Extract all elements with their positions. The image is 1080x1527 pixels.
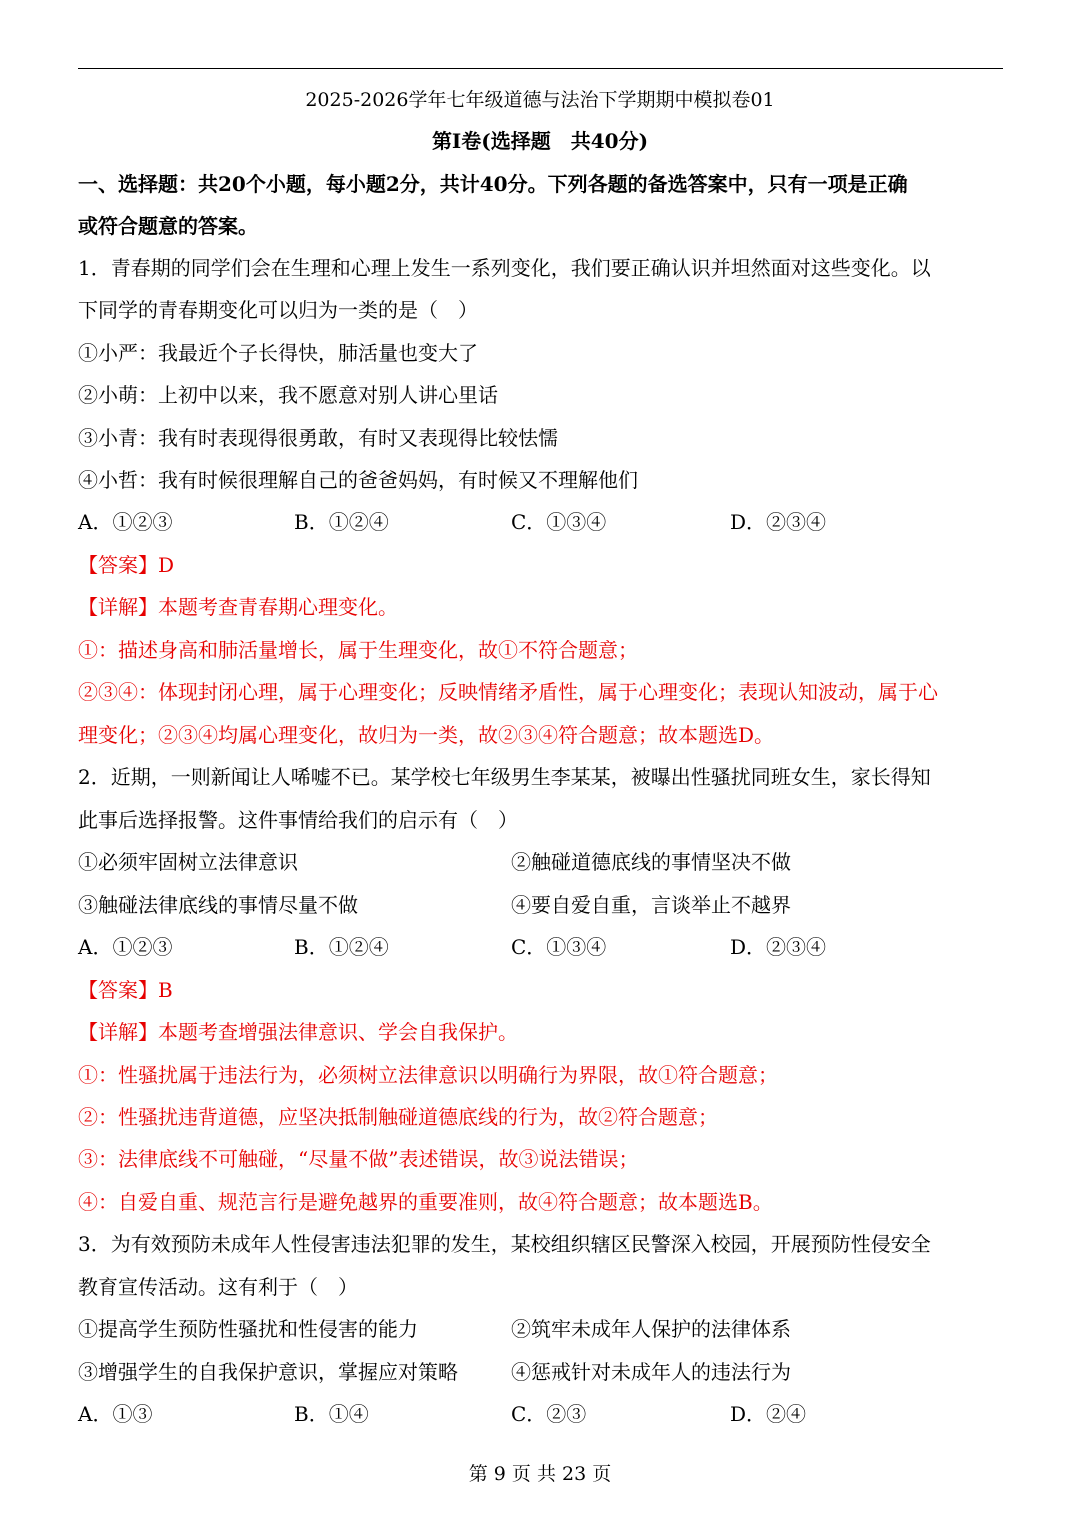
q3-item-4: ④惩戒针对未成年人的违法行为 <box>511 1360 791 1384</box>
q2-option-c: C．①③④ <box>511 935 607 959</box>
q2-analysis-3: ②：性骚扰违背道德，应坚决抵制触碰道德底线的行为，故②符合题意； <box>78 1105 718 1129</box>
q3-item-1: ①提高学生预防性骚扰和性侵害的能力 <box>78 1317 418 1341</box>
q1-stem-line-2: 下同学的青春期变化可以归为一类的是（ ） <box>78 298 478 322</box>
q1-option-c: C．①③④ <box>511 510 607 534</box>
q3-stem-line-1: 3．为有效预防未成年人性侵害违法犯罪的发生，某校组织辖区民警深入校园，开展预防性侵安全 <box>78 1232 931 1256</box>
q2-item-4: ④要自爱自重，言谈举止不越界 <box>511 893 791 917</box>
q1-analysis-1: 【详解】本题考查青春期心理变化。 <box>78 595 398 619</box>
q1-item-3: ③小青：我有时表现得很勇敢，有时又表现得比较怯懦 <box>78 426 558 450</box>
q3-item-2: ②筑牢未成年人保护的法律体系 <box>511 1317 791 1341</box>
q2-item-1: ①必须牢固树立法律意识 <box>78 850 298 874</box>
q2-stem-line-2: 此事后选择报警。这件事情给我们的启示有（ ） <box>78 808 518 832</box>
instructions-line-2: 或符合题意的答案。 <box>78 214 258 238</box>
q2-item-3: ③触碰法律底线的事情尽量不做 <box>78 893 358 917</box>
q1-option-a: A．①②③ <box>78 510 173 534</box>
q2-option-b: B．①②④ <box>294 935 389 959</box>
q2-analysis-5: ④：自爱自重、规范言行是避免越界的重要准则，故④符合题意；故本题选B。 <box>78 1190 773 1214</box>
page-footer: 第 9 页 共 23 页 <box>468 1463 612 1485</box>
exam-title: 2025-2026学年七年级道德与法治下学期期中模拟卷01 <box>305 89 775 111</box>
q1-item-2: ②小萌：上初中以来，我不愿意对别人讲心里话 <box>78 383 498 407</box>
header-rule <box>78 68 1003 69</box>
q3-stem-line-2: 教育宣传活动。这有利于（ ） <box>78 1275 358 1299</box>
section-title: 第Ⅰ卷(选择题 共40分) <box>431 129 649 153</box>
q2-stem-line-1: 2．近期，一则新闻让人唏嘘不已。某学校七年级男生李某某，被曝出性骚扰同班女生，家长得知 <box>78 765 931 789</box>
q3-item-3: ③增强学生的自我保护意识，掌握应对策略 <box>78 1360 458 1384</box>
q1-analysis-4: 理变化；②③④均属心理变化，故归为一类，故②③④符合题意；故本题选D。 <box>78 723 775 747</box>
q2-option-a: A．①②③ <box>78 935 173 959</box>
q1-stem-line-1: 1．青春期的同学们会在生理和心理上发生一系列变化，我们要正确认识并坦然面对这些变化。以 <box>78 256 931 280</box>
q3-option-b: B．①④ <box>294 1402 369 1426</box>
q2-analysis-4: ③：法律底线不可触碰，“尽量不做”表述错误，故③说法错误； <box>78 1147 639 1171</box>
q1-option-b: B．①②④ <box>294 510 389 534</box>
q1-analysis-3: ②③④：体现封闭心理，属于心理变化；反映情绪矛盾性，属于心理变化；表现认知波动，属于心 <box>78 680 938 704</box>
q1-item-4: ④小哲：我有时候很理解自己的爸爸妈妈，有时候又不理解他们 <box>78 468 638 492</box>
q2-analysis-1: 【详解】本题考查增强法律意识、学会自我保护。 <box>78 1020 518 1044</box>
q1-analysis-2: ①：描述身高和肺活量增长，属于生理变化，故①不符合题意； <box>78 638 638 662</box>
instructions-line-1: 一、选择题：共20个小题，每小题2分，共计40分。下列各题的备选答案中，只有一项是正确 <box>78 172 908 196</box>
q2-option-d: D．②③④ <box>730 935 827 959</box>
q2-analysis-2: ①：性骚扰属于违法行为，必须树立法律意识以明确行为界限，故①符合题意； <box>78 1063 778 1087</box>
q3-option-c: C．②③ <box>511 1402 587 1426</box>
q1-answer: 【答案】D <box>78 553 175 577</box>
q2-answer: 【答案】B <box>78 978 173 1002</box>
q1-item-1: ①小严：我最近个子长得快，肺活量也变大了 <box>78 341 478 365</box>
q3-option-a: A．①③ <box>78 1402 153 1426</box>
q3-option-d: D．②④ <box>730 1402 807 1426</box>
q1-option-d: D．②③④ <box>730 510 827 534</box>
q2-item-2: ②触碰道德底线的事情坚决不做 <box>511 850 791 874</box>
